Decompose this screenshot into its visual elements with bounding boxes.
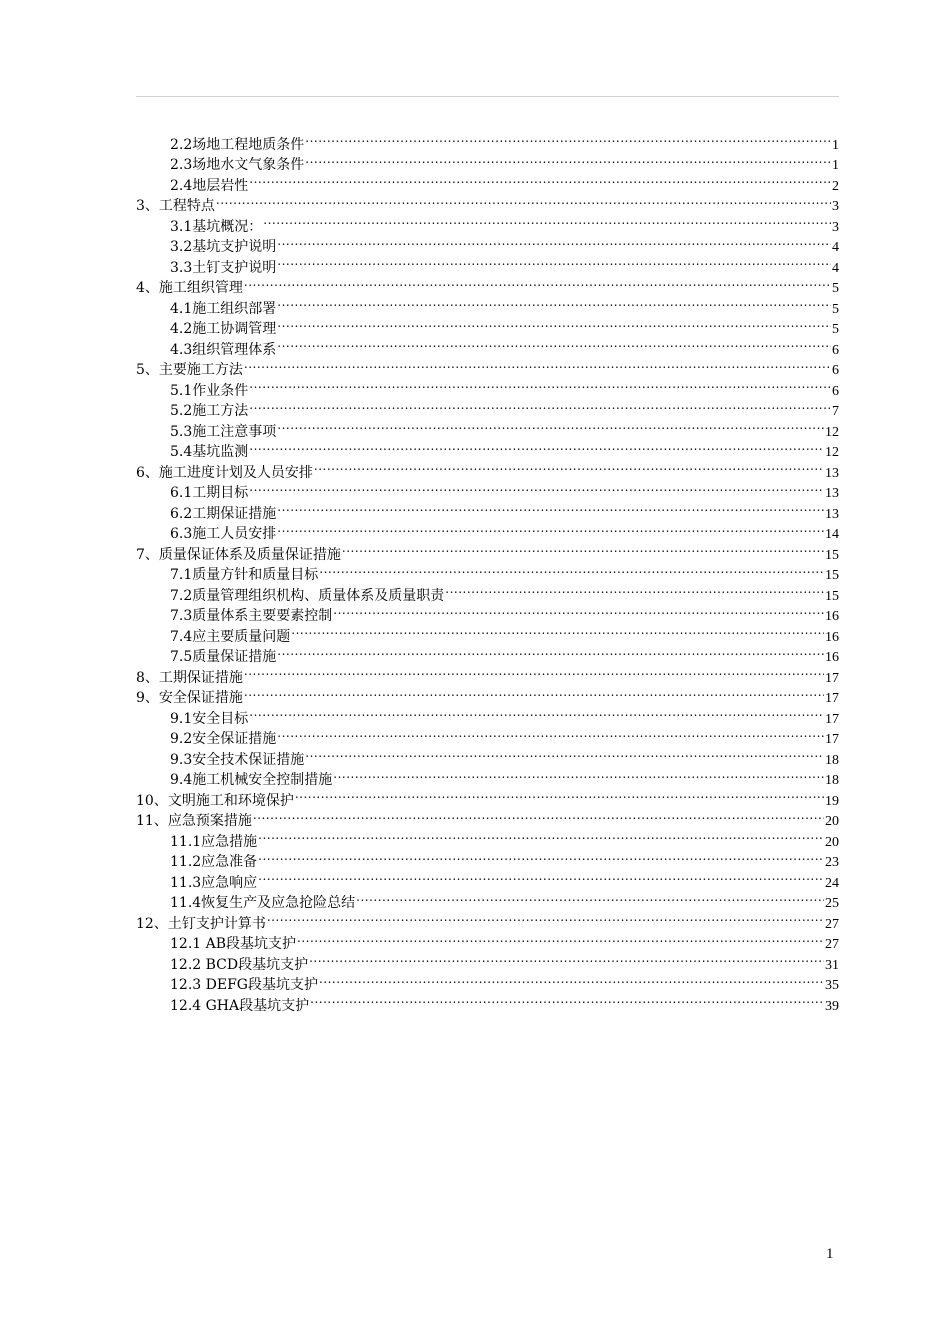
toc-dot-leader [277,333,831,354]
toc-dot-leader [356,887,824,908]
toc-entry-page: 4 [832,260,839,276]
toc-dot-leader [249,436,824,457]
toc-entry-title: 7.1质量方针和质量目标 [170,567,319,583]
toc-entry-page: 13 [825,506,839,522]
toc-dot-leader [267,907,824,928]
toc-entry-page: 13 [825,486,839,501]
toc-entry-page: 20 [825,814,839,829]
toc-entry-page: 6 [832,383,839,399]
toc-entry-title: 2.3场地水文气象条件 [170,157,305,173]
toc-dot-leader [309,948,824,969]
toc-entry-title: 11.4恢复生产及应急抢险总结 [170,895,356,911]
toc-entry-title: 2.4地层岩性 [170,177,249,194]
toc-entry-page: 6 [832,342,839,358]
toc-entry-title: 9.1安全目标 [170,710,249,727]
toc-entry-page: 3 [832,219,839,235]
toc-entry-title: 2.2场地工程地质条件 [170,136,305,153]
toc-dot-leader [249,374,831,395]
toc-entry-title: 5.3施工注意事项 [170,423,277,440]
toc-dot-leader [295,784,824,805]
toc-entry-title: 7.2质量管理组织机构、质量体系及质量职责 [170,587,445,604]
toc-entry-page: 16 [825,629,839,645]
toc-dot-leader [253,805,824,826]
toc-entry-page: 2 [832,178,839,194]
toc-entry-page: 39 [825,998,839,1014]
toc-entry-page: 18 [825,773,839,788]
toc-entry-title: 12.1 AB段基坑支护 [170,936,297,952]
page-number: 1 [826,1246,834,1262]
toc-entry-page: 19 [825,793,839,809]
toc-entry[interactable] [136,210,839,235]
header-rule [136,96,839,97]
toc-entry-page: 27 [825,937,839,952]
toc-entry-title: 9.3安全技术保证措施 [170,751,305,768]
toc-entry-title: 5.4基坑监测 [170,444,249,460]
toc-entry-page: 12 [825,424,839,440]
toc-entry-page: 17 [825,732,839,747]
toc-entry-title: 4、施工组织管理 [136,280,243,296]
toc-dot-leader [310,989,824,1010]
toc-entry-title: 9、安全保证措施 [136,690,243,706]
toc-dot-leader [249,395,831,416]
toc-dot-leader [244,354,831,375]
toc-entry-title: 11.2应急准备 [170,854,258,870]
toc-dot-leader [277,641,824,662]
toc-entry-title: 12.4 GHA段基坑支护 [170,997,310,1014]
toc-dot-leader [305,149,831,170]
toc-entry-page: 18 [825,752,839,768]
toc-dot-leader [333,600,824,621]
toc-dot-leader [277,497,824,518]
toc-dot-leader [277,313,831,334]
toc-dot-leader [277,292,831,313]
toc-entry-title: 3.3土钉支护说明 [170,259,277,276]
toc-entry-page: 7 [832,404,839,419]
toc-entry-title: 3.1基坑概况： [170,218,263,235]
toc-dot-leader [277,518,824,539]
toc-dot-leader [258,825,824,846]
toc-entry-title: 11.1应急措施 [170,833,258,850]
toc-dot-leader [333,764,824,785]
toc-entry-page: 20 [825,834,839,850]
toc-entry-title: 5.1作业条件 [170,382,249,399]
table-of-contents [136,128,839,1014]
toc-entry-page: 1 [832,158,839,173]
toc-dot-leader [277,415,824,436]
toc-entry-page: 5 [832,301,839,317]
toc-entry-title: 7.4应主要质量问题 [170,628,291,645]
toc-entry-page: 17 [825,711,839,727]
toc-entry-page: 13 [825,465,839,481]
toc-entry-title: 10、文明施工和环境保护 [136,792,294,809]
toc-dot-leader [319,559,824,580]
toc-entry-page: 5 [832,281,839,296]
toc-entry-page: 15 [825,588,839,604]
toc-entry-title: 7.5质量保证措施 [170,649,277,665]
toc-entry-page: 1 [832,137,839,153]
toc-dot-leader [297,928,824,949]
toc-entry-page: 17 [825,670,839,686]
toc-dot-leader [277,251,831,272]
toc-entry-page: 5 [832,322,839,337]
toc-entry-title: 6.2工期保证措施 [170,505,277,522]
toc-entry-page: 23 [825,855,839,870]
toc-entry-page: 27 [825,916,839,932]
toc-entry-page: 6 [832,363,839,378]
toc-entry-page: 3 [832,199,839,214]
toc-entry-title: 9.4施工机械安全控制措施 [170,772,333,788]
toc-entry-title: 6.3施工人员安排 [170,526,277,542]
toc-dot-leader [445,579,824,600]
toc-entry-page: 12 [825,445,839,460]
toc-dot-leader [249,477,824,498]
toc-dot-leader [305,128,831,149]
toc-entry-title: 3.2基坑支护说明 [170,239,277,255]
toc-entry-page: 14 [825,527,839,542]
toc-entry-title: 12、土钉支护计算书 [136,915,266,932]
toc-entry-page: 15 [825,568,839,583]
toc-entry-page: 35 [825,978,839,993]
toc-dot-leader [244,661,824,682]
toc-dot-leader [249,169,831,190]
toc-entry-title: 3、工程特点 [136,198,215,214]
toc-dot-leader [319,969,824,990]
toc-entry-title: 11.3应急响应 [170,874,258,891]
toc-entry-title: 6、施工进度计划及人员安排 [136,464,313,481]
toc-dot-leader [291,620,824,641]
toc-entry-title: 9.2安全保证措施 [170,731,277,747]
toc-entry-title: 7、质量保证体系及质量保证措施 [136,546,341,563]
toc-dot-leader [277,231,831,252]
toc-entry-title: 7.3质量体系主要要素控制 [170,608,333,624]
toc-entry-title: 4.1施工组织部署 [170,300,277,317]
toc-entry-title: 4.2施工协调管理 [170,321,277,337]
toc-entry-title: 6.1工期目标 [170,485,249,501]
toc-entry-title: 11、应急预案措施 [136,813,252,829]
toc-entry-page: 31 [825,957,839,973]
toc-dot-leader [258,866,824,887]
toc-entry-page: 4 [832,240,839,255]
toc-dot-leader [244,272,831,293]
toc-entry-page: 15 [825,547,839,563]
toc-entry-page: 16 [825,609,839,624]
toc-dot-leader [244,682,824,703]
toc-dot-leader [263,210,831,231]
toc-entry-page: 16 [825,650,839,665]
toc-dot-leader [216,190,831,211]
toc-entry[interactable] [136,128,839,153]
toc-dot-leader [249,702,824,723]
toc-entry-title: 5、主要施工方法 [136,362,243,378]
toc-entry-title: 5.2施工方法 [170,403,249,419]
toc-entry-title: 8、工期保证措施 [136,669,243,686]
toc-dot-leader [342,538,824,559]
toc-entry-title: 4.3组织管理体系 [170,341,277,358]
toc-dot-leader [277,723,824,744]
toc-entry-page: 17 [825,691,839,706]
toc-entry[interactable] [136,190,839,214]
toc-entry-page: 24 [825,875,839,891]
toc-entry-page: 25 [825,896,839,911]
toc-entry-title: 12.2 BCD段基坑支护 [170,956,309,973]
toc-dot-leader [258,846,824,867]
toc-dot-leader [314,456,824,477]
toc-entry-title: 12.3 DEFG段基坑支护 [170,977,318,993]
toc-dot-leader [305,743,824,764]
